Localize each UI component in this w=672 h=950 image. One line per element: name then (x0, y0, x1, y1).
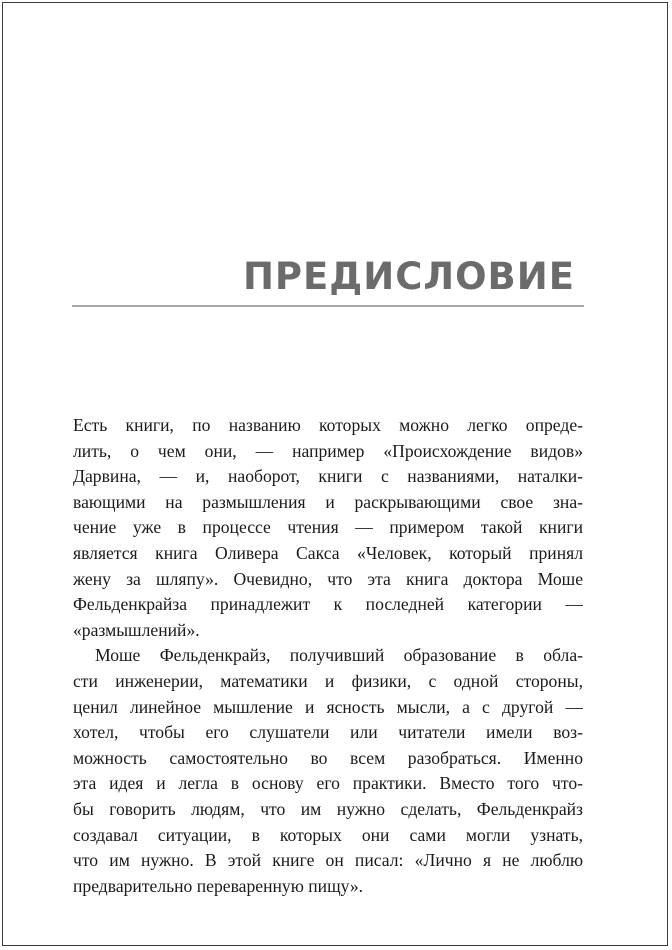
text-line: хотел, чтобы его слушатели или читатели имели воз- (73, 722, 583, 743)
text-line: жену за шляпу». Очевидно, что эта книга доктора Моше (73, 568, 583, 589)
text-line: «размышлений». (73, 619, 200, 640)
chapter-title: ПРЕДИСЛОВИЕ (242, 255, 575, 298)
text-line: можность самостоятельно во всем разобраться. Именно (73, 747, 583, 768)
body-text (73, 413, 583, 899)
text-line: предварительно переваренную пищу». (73, 875, 364, 896)
text-line: является книга Оливера Сакса «Человек, который принял (73, 542, 583, 563)
text-line: Моше Фельденкрайз, получивший образование в обла- (95, 645, 583, 666)
text-line: эта идея и легла в основу его практики. Вместо того что- (73, 773, 583, 794)
text-line: сти инженерии, математики и физики, с одной стороны, (73, 670, 583, 691)
text-line: вающими на размышления и раскрывающими свое зна- (73, 491, 583, 512)
text-line: Есть книги, по названию которых можно легко опреде- (73, 415, 583, 435)
text-line: Фельденкрайза принадлежит к последней категории — (73, 594, 583, 615)
text-line: бы говорить людям, что им нужно сделать, Фельденкрайз (73, 798, 583, 819)
text-line: лить, о чем они, — например «Происхождение видов» (73, 440, 583, 461)
text-line: Дарвина, — и, наоборот, книги с названиями, наталки- (73, 466, 583, 487)
text-line: ценил линейное мышление и ясность мысли, а с другой — (73, 696, 583, 717)
page (2, 2, 668, 946)
title-divider (72, 305, 584, 307)
paragraph-2 (73, 643, 583, 899)
text-line: что им нужно. В этой книге он писал: «Лично я не люблю (73, 850, 583, 871)
paragraph-1 (73, 413, 583, 643)
text-line: создавал ситуации, в которых они сами могли узнать, (73, 824, 583, 845)
text-line: чение уже в процессе чтения — примером такой книги (73, 517, 583, 538)
